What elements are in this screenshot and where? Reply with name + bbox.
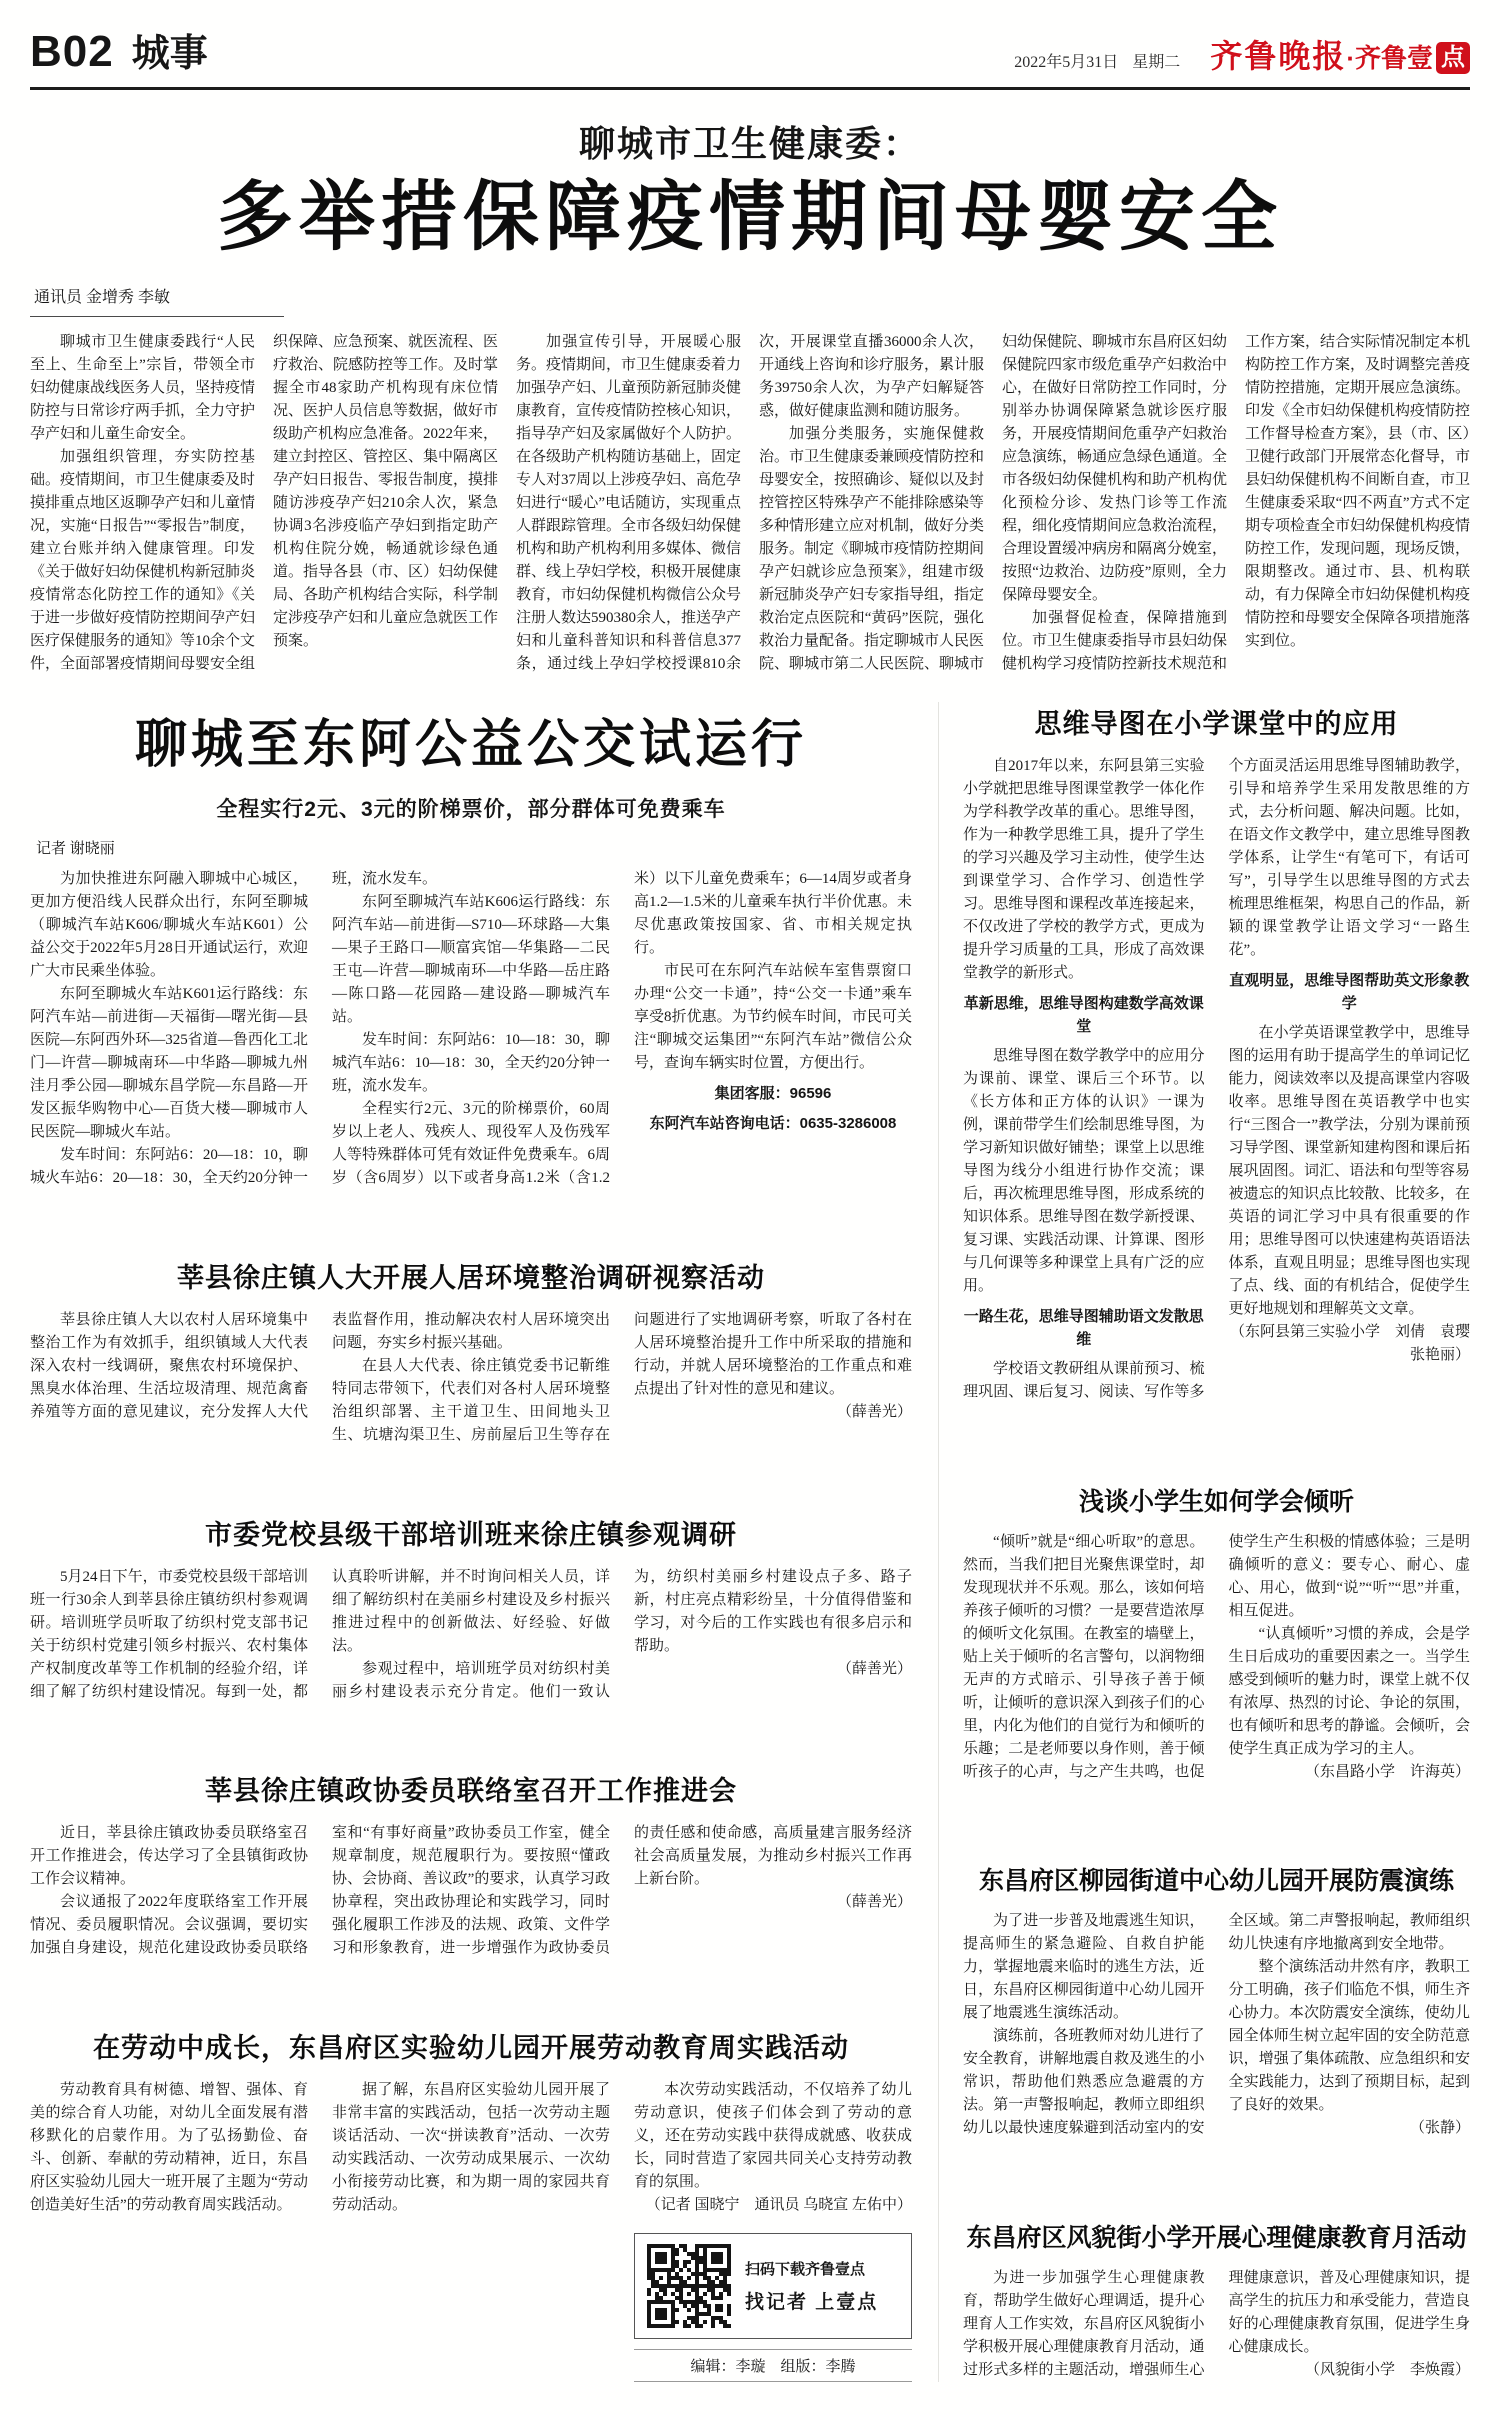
qr-row bbox=[30, 2233, 912, 2339]
qr-download-box bbox=[634, 2233, 912, 2339]
renda-headline: 莘县徐庄镇人大开展人居环境整治调研视察活动 bbox=[177, 1262, 765, 1293]
lead-body: 聊城市卫生健康委践行“人民至上、生命至上”宗旨，带领全市妇幼健康战线医务人员，坚持疫情防控与日常诊疗两手抓，全力守护孕产妇和儿童生命安全。 加强组织管理，夯实防控基础。疫情期间，市卫生健康委及时摸排重点地区返聊孕产妇和儿童情况，实施“日报告”“零报告”制度，建立台账并纳入健康管理。印发《关于做好妇幼保健机构新冠肺炎疫情常态化防控工作的通知》《关于进一步做好疫情防控期间孕产妇医疗保健服务的通知》等10余个文件，全面部署疫情期间母婴安全组织保障、应急预案、就医流程、医疗救治、院感防控等工作。及时掌握全市48家助产机构现有床位情况、医护人员信息等数据，做好市级助产机构应急准备。2022年来，建立封控区、管控区、集中隔离区孕产妇日报告、零报告制度，摸排随访涉疫孕产妇210余人次，紧急协调3名涉疫临产孕妇到指定助产机构住院分娩，畅通就诊绿色通道。指导各县（市、区）妇幼保健局、各助产机构结合实际，科学制定涉疫孕产妇和儿童应急就医工作预案。 加强宣传引导，开展暖心服务。疫情期间，市卫生健康委着力加强孕产妇、儿童预防新冠肺炎健康教育，宣传疫情防控核心知识，指导孕产妇及家属做好个人防护。在各级助产机构随访基础上，固定专人对37周以上涉疫孕妇、高危孕妇进行“暖心”电话随访，实现重点人群跟踪管理。全市各级妇幼保健机构和助产机构利用多媒体、微信群、线上孕妇学校，积极开展健康教育，市妇幼保健机构微信公众号注册人数达590380余人，推送孕产妇和儿童科普知识和科普信息377条，通过线上孕妇学校授课810余次，开展课堂直播36000余人次，开通线上咨询和诊疗服务，累计服务39750余人次，为孕产妇解疑答惑，做好健康监测和随访服务。 加强分类服务，实施保健救治。市卫生健康委兼顾疫情防控和母婴安全，按照确诊、疑似以及封控管控区特殊孕产不能排除感染等多种情形建立应对机制，做好分类服务。制定《聊城市疫情防控期间孕产妇就诊应急预案》，组建市级新冠肺炎孕产妇专家指导组，指定救治定点医院和“黄码”医院，强化救治力量配备。指定聊城市人民医院、聊城市第二人民医院、聊城市妇幼保健院、聊城市东昌府区妇幼保健院四家市级危重孕产妇救治中心，在做好日常防控工作同时，分别举办协调保障紧急就诊医疗服务，开展疫情期间危重孕产妇救治应急演练，畅通应急绿色通道。全市各级妇幼保健机构和助产机构优化预检分诊、发热门诊等工作流程，细化疫情期间应急救治流程，合理设置缓冲病房和隔离分娩室，按照“边救治、边防疫”原则，全力保障母婴安全。 加强督促检查，保障措施到位。市卫生健康委指导市县妇幼保健机构学习疫情防控新技术规范和工作方案，结合实际情况制定本机构防控工作方案，及时调整完善疫情防控措施，定期开展应急演练。印发《全市妇幼保健机构疫情防控工作督导检查方案》，县（市、区）卫健行政部门开展常态化督导，市县妇幼保健机构不间断自查，市卫生健康委采取“四不两直”方式不定期专项检查全市妇幼保健机构疫情防控工作，发现问题，现场反馈，限期整改。通过市、县、机构联动，有力保障全市妇幼保健机构疫情防控和母婴安全保障各项措施落实到位。 bbox=[30, 334, 1471, 673]
qingting-body: “倾听”就是“细心听取”的意思。然而，当我们把目光聚焦课堂时，却发现现状并不乐观。那么，该如何培养孩子倾听的习惯？一是要营造浓厚的倾听文化氛围。在教室的墙壁上，贴上关于倾听的名言警句，以润物细无声的方式暗示、引导孩子善于倾听，让倾听的意识深入到孩子们的心里，内化为他们的自觉行为和倾听的乐趣；二是老师要以身作则，善于倾听孩子的心声，与之产生共鸣，也促使学生产生积极的情感体验；三是明确倾听的意义：要专心、耐心、虚心、用心，做到“说”“听”“思”并重，相互促进。 “认真倾听”习惯的养成，会是学生日后成功的重要因素之一。当学生感受到倾听的魅力时，课堂上就不仅有浓厚、热烈的讨论、争论的氛围，也有倾听和思考的静谧。会倾听，会使学生真正成为学习的主人。 （东昌路小学 许海英） bbox=[963, 1533, 1470, 1780]
dangxiao-headline: 市委党校县级干部培训班来徐庄镇参观调研 bbox=[205, 1519, 737, 1550]
lead-kicker: 聊城市卫生健康委： bbox=[578, 123, 921, 164]
zhengxie-body: 近日，莘县徐庄镇政协委员联络室召开工作推进会，传达学习了全县镇街政协工作会议精神。 会议通报了2022年度联络室工作开展情况、委员履职情况。会议强调，要切实加强自身建设，规范化建设政协委员联络室和“有事好商量”政协委员工作室，健全规章制度，规范履职行为。要按照“懂政协、会协商、善议政”的要求，认真学习政协章程，突出政协理论和实践学习，同时强化履职工作涉及的法规、政策、文件学习和形象教育，进一步增强作为政协委员的责任感和使命感，高质量建言服务经济社会高质量发展，为推动乡村振兴工作再上新台阶。 （薛善光） bbox=[30, 1825, 912, 1957]
laodong-body: 劳动教育具有树德、增智、强体、育美的综合育人功能，对幼儿全面发展有潜移默化的启蒙作用。为了弘扬勤俭、奋斗、创新、奉献的劳动精神，近日，东昌府区实验幼儿园大一班开展了主题为“劳动创造美好生活”的劳动教育周实践活动。 据了解，东昌府区实验幼儿园开展了非常丰富的实践活动，包括一次劳动主题谈话活动、一次“拼读教育”活动、一次劳动实践活动、一次劳动成果展示、一次幼小衔接劳动比赛，和为期一周的家园共育劳动活动。 本次劳动实践活动，不仅培养了幼儿劳动意识，使孩子们体会到了劳动的意义，还在劳动实践中获得成就感、收获成长，同时营造了家园共同关心支持劳动教育的氛围。 （记者 国晓宁 通讯员 乌晓宣 左佑中） bbox=[30, 2082, 912, 2214]
lead-headline: 多举措保障疫情期间母婴安全 bbox=[217, 175, 1283, 260]
article-liuyuan bbox=[963, 1861, 1470, 2140]
edition-number: B02 bbox=[30, 27, 114, 76]
lower-band bbox=[30, 702, 1486, 2382]
qr-caption-line1: 扫码下载齐鲁壹点 bbox=[745, 2261, 866, 2279]
zhengxie-headline: 莘县徐庄镇政协委员联络室召开工作推进会 bbox=[205, 1776, 737, 1807]
article-laodong bbox=[30, 2026, 912, 2382]
qingting-headline: 浅谈小学生如何学会倾听 bbox=[1078, 1487, 1354, 1516]
article-qingting bbox=[963, 1482, 1470, 1784]
masthead-main-text: 齐鲁晚报 bbox=[1210, 38, 1347, 74]
bus-headline: 聊城至东阿公益公交试运行 bbox=[134, 716, 807, 775]
publication-weekday: 星期二 bbox=[1132, 54, 1181, 71]
liuyuan-headline: 东昌府区柳园街道中心幼儿园开展防震演练 bbox=[978, 1867, 1454, 1896]
qr-code bbox=[647, 2244, 731, 2328]
article-lead bbox=[30, 116, 1470, 676]
article-fengmao bbox=[963, 2218, 1470, 2382]
dangxiao-body: 5月24日下午，市委党校县级干部培训班一行30余人到莘县徐庄镇纺织村参观调研。培训班学员听取了纺织村党支部书记关于纺织村党建引领乡村振兴、农村集体产权制度改革等工作机制的经验介绍，详细了解了纺织村建设情况。每到一处，都认真聆听讲解，并不时询问相关人员，详细了解纺织村在美丽乡村建设及乡村振兴推进过程中的创新做法、好经验、好做法。 参观过程中，培训班学员对纺织村美丽乡村建设表示充分肯定。他们一致认为，纺织村美丽乡村建设点子多、路子新，村庄亮点精彩纷呈，十分值得借鉴和学习，对今后的工作实践也有很多启示和帮助。 （薛善光） bbox=[30, 1568, 912, 1700]
article-zhengxie bbox=[30, 1769, 912, 1960]
liuyuan-body: 为了进一步普及地震逃生知识，提高师生的紧急避险、自救自护能力，掌握地震来临时的逃生方法，近日，东昌府区柳园街道中心幼儿园开展了地震逃生演练活动。 演练前，各班教师对幼儿进行了安全教育，讲解地震自救及逃生的小常识，帮助他们熟悉应急避震的方法。第一声警报响起，教师立即组织幼儿以最快速度躲避到活动室内的安全区域。第二声警报响起，教师组织幼儿快速有序地撤离到安全地带。 整个演练活动井然有序，教职工分工明确，孩子们临危不惧，师生齐心协力。本次防震安全演练，使幼儿园全体师生树立起牢固的安全防范意识，增强了集体疏散、应急组织和安全实践能力，达到了预期目标，起到了良好的效果。 （张静） bbox=[963, 1913, 1470, 2137]
article-dangxiao bbox=[30, 1513, 912, 1704]
article-renda bbox=[30, 1256, 912, 1447]
renda-body: 莘县徐庄镇人大以农村人居环境集中整治工作为有效抓手，组织镇域人大代表深入农村一线调研，聚焦农村环境保护、黑臭水体治理、生活垃圾清理、规范禽畜养殖等方面的意见建议，充分发挥人大代表监督作用，推动解决农村人居环境突出问题，夯实乡村振兴基础。 在县人大代表、徐庄镇党委书记靳维特同志带领下，代表们对各村人居环境整治组织部署、主干道卫生、田间地头卫生、坑塘沟渠卫生、房前屋后卫生等存在问题进行了实地调研考察，听取了各村在人居环境整治提升工作中所采取的措施和行动，并就人居环境整治的工作重点和难点提出了针对性的意见和建议。 （薛善光） bbox=[30, 1311, 912, 1443]
mindmap-headline: 思维导图在小学课堂中的应用 bbox=[1034, 709, 1399, 740]
mindmap-body: 自2017年以来，东阿县第三实验小学就把思维导图课堂教学一体化作为学科教学改革的重心。思维导图，作为一种教学思维工具，提升了学生的学习兴趣及学习主动性，使学生达到课堂学习、合作学习、创造性学习。思维导图和课程改革连接起来，不仅改进了学校的教学方式，更成为提升学习质量的工具，形成了高效课堂教学的新形式。 革新思维，思维导图构建数学高效课堂 思维导图在数学教学中的应用分为课前、课堂、课后三个环节。以《长方体和正方体的认识》一课为例，课前带学生们绘制思维导图，为学习新知识做好铺垫；课堂上以思维导图为线分小组进行协作交流；课后，再次梳理思维导图，形成系统的知识体系。思维导图在数学新授课、复习课、实践活动课、计算课、图形与几何课等多种课堂上具有广泛的应用。 一路生花，思维导图辅助语文发散思维 学校语文教研组从课前预习、梳理巩固、课后复习、阅读、写作等多个方面灵活运用思维导图辅助教学，引导和培养学生采用发散思维的方式，去分析问题、解决问题。比如，在语文作文教学中，建立思维导图教学体系，让学生“有笔可下，有话可写”，引导学生以思维导图的方式去梳理思维框架，构思自己的作品，新颖的课堂教学让语文学习“一路生花”。 直观明显，思维导图帮助英文形象教学 在小学英语课堂教学中，思维导图的运用有助于提高学生的单词记忆能力，阅读效率以及提高课堂内容吸收率。思维导图在英语教学中也实行“三图合一”教学法，分别为课前预习导学图、课堂新知建构图和课后拓展巩固图。词汇、语法和句型等容易被遗忘的知识点比较散、比较多，在英语的词汇学习中具有很重要的作用；思维导图可以快速建构英语语法体系，直观且明显；思维导图也实现了点、线、面的有机结合，促使学生更好地规划和理解英文文章。 （东阿县第三实验小学 刘倩 袁璎 张艳丽） bbox=[963, 758, 1486, 1401]
qr-caption-line2: 找记者 上壹点 bbox=[745, 2292, 879, 2314]
right-column-stack bbox=[938, 702, 1486, 2382]
dateline-block bbox=[1014, 31, 1470, 77]
qr-captions bbox=[745, 2258, 878, 2314]
article-bus bbox=[30, 702, 912, 1190]
masthead-badge-icon: 点 bbox=[1436, 42, 1470, 74]
article-mindmap bbox=[963, 702, 1486, 1404]
fengmao-headline: 东昌府区风貌街小学开展心理健康教育月活动 bbox=[966, 2224, 1467, 2253]
bus-byline: 记者 谢晓丽 bbox=[36, 841, 115, 858]
masthead-logo bbox=[1210, 31, 1470, 77]
left-column-stack bbox=[30, 702, 912, 2382]
page-header bbox=[30, 22, 1470, 90]
fengmao-body: 为进一步加强学生心理健康教育，帮助学生做好心理调适，提升心理育人工作实效，东昌府区风貌街小学积极开展心理健康教育月活动，通过形式多样的主题活动，增强师生心理健康意识，普及心理健康知识，提高学生的抗压力和承受能力，营造良好的心理健康教育氛围，促进学生身心健康成长。 （风貌街小学 李焕霞） bbox=[963, 2270, 1470, 2379]
masthead-mid-text: ·齐鲁壹 bbox=[1346, 43, 1433, 73]
publication-date: 2022年5月31日 bbox=[1014, 54, 1119, 71]
bus-body: 为加快推进东阿融入聊城中心城区，更加方便沿线人民群众出行，东阿至聊城（聊城汽车站K606/聊城火车站K601）公益公交于2022年5月28日开通试运行，欢迎广大市民乘坐体验。 东阿至聊城火车站K601运行路线：东阿汽车站—前进街—天福街—曙光街—县医院—东阿西外环—325省道—鲁西化工北门—许营—聊城南环—中华路—聊城九州洼月季公园—聊城东昌学院—东昌路—开发区振华购物中心—百货大楼—聊城市人民医院—聊城火车站。 发车时间：东阿站6：20—18：10，聊城火车站6：20—18：30，全天约20分钟一班，流水发车。 东阿至聊城汽车站K606运行路线：东阿汽车站—前进街—S710—环球路—大集—果子王路口—顺富宾馆—华集路—二民王屯—许营—聊城南环—中华路—岳庄路—陈口路—花园路—建设路—聊城汽车站。 发车时间：东阿站6：10—18：30，聊城汽车站6：10—18：30，全天约20分钟一班，流水发车。 全程实行2元、3元的阶梯票价，60周岁以上老人、残疾人、现役军人及伤残军人等特殊群体可凭有效证件免费乘车。6周岁（含6周岁）以下或者身高1.2米（含1.2米）以下儿童免费乘车；6—14周岁或者身高1.2—1.5米的儿童乘车执行半价优惠。未尽优惠政策按国家、省、市相关规定执行。 市民可在东阿汽车站候车室售票窗口办理“公交一卡通”，持“公交一卡通”乘车享受8折优惠。为节约候车时间，市民可关注“聊城交运集团”“东阿汽车站”微信公众号，查询车辆实时位置，方便出行。 集团客服：96596 东阿汽车站咨询电话：0635-3286008 bbox=[30, 871, 912, 1187]
colophon-editors: 编辑：李璇 组版：李腾 bbox=[634, 2349, 912, 2382]
edition-block bbox=[30, 22, 208, 77]
lead-byline: 通讯员 金增秀 李敏 bbox=[30, 284, 284, 317]
bus-subhead: 全程实行2元、3元的阶梯票价，部分群体可免费乘车 bbox=[216, 798, 726, 822]
laodong-headline: 在劳动中成长，东昌府区实验幼儿园开展劳动教育周实践活动 bbox=[93, 2033, 849, 2064]
section-title: 城事 bbox=[131, 33, 208, 75]
